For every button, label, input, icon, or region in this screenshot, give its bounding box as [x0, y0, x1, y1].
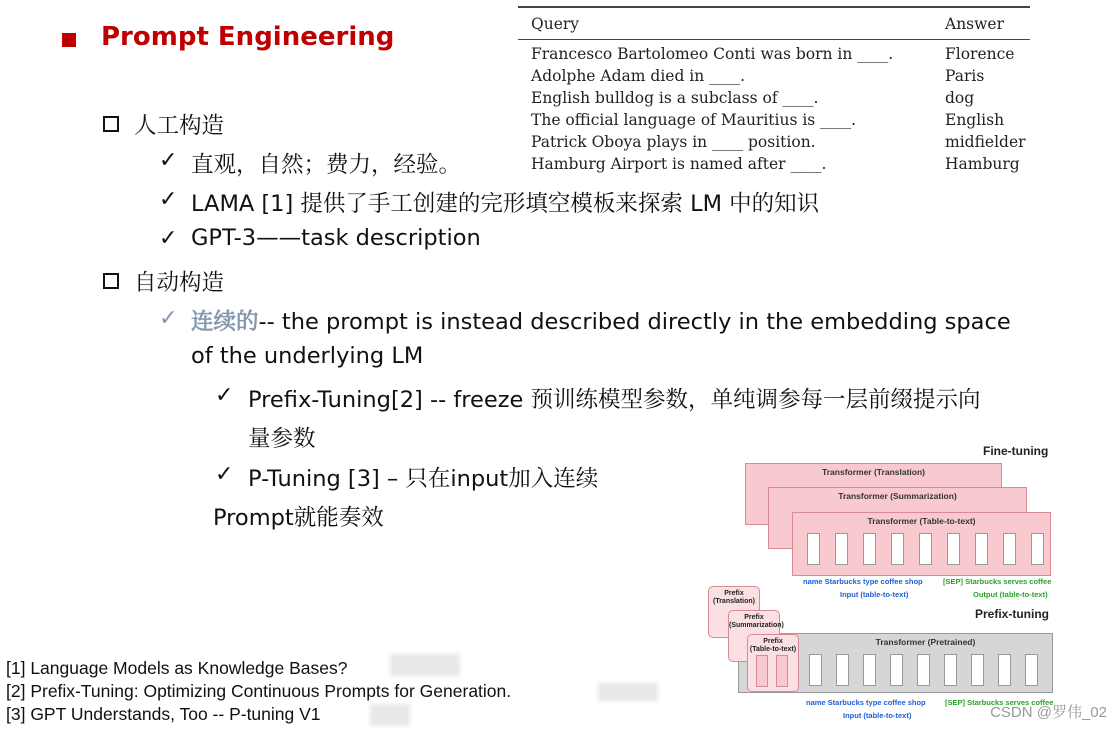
- check-icon: ✓: [159, 148, 178, 173]
- token-cell: [863, 533, 876, 565]
- transformer-table-to-text: [792, 512, 1051, 576]
- token-cell: [944, 654, 957, 686]
- table-row: [518, 89, 1030, 111]
- prefixtuning-label: Prefix-tuning: [975, 607, 1049, 621]
- answer-cell: Florence: [945, 45, 1015, 63]
- table-row: [518, 67, 1030, 89]
- continuous-keyword: 连续的: [191, 309, 259, 335]
- prefix-tuning-line-1: Prefix-Tuning[2] -- freeze 预训练模型参数，单纯调参每一层前缀提示向: [248, 387, 981, 413]
- p-tuning-line-2: Prompt就能奏效: [213, 505, 384, 531]
- prefix-tuning-diagram: [700, 440, 1115, 730]
- input-tokens-2: name Starbucks type coffee shop: [806, 698, 926, 707]
- watermark: CSDN @罗伟_02: [990, 704, 1107, 721]
- answer-cell: English: [945, 111, 1005, 129]
- answer-cell: Paris: [945, 67, 985, 85]
- query-cell: Patrick Oboya plays in ____ position.: [531, 133, 816, 151]
- manual-item-1: 直观，自然；费力，经验。: [191, 152, 462, 178]
- token-cell: [1003, 533, 1016, 565]
- token-cell: [891, 533, 904, 565]
- reference-3: [3] GPT Understands, Too -- P-tuning V1: [6, 704, 321, 724]
- manual-item-3: GPT-3——task description: [191, 225, 481, 251]
- table-row: [518, 133, 1030, 155]
- redaction-blur: [370, 704, 410, 726]
- p-tuning-line-1: P-Tuning [3] – 只在input加入连续: [248, 466, 599, 492]
- header-answer: Answer: [945, 15, 1004, 33]
- output-tokens-2: [SEP] Starbucks serves coffee: [945, 698, 1054, 707]
- token-cell: [919, 533, 932, 565]
- prefix-title: Prefix (Table-to-text): [749, 638, 797, 653]
- token-cell: [809, 654, 822, 686]
- prefix-cell: [776, 655, 788, 687]
- answer-cell: Hamburg: [945, 155, 1020, 173]
- output-label: Output (table-to-text): [973, 590, 1048, 599]
- check-icon: ✓: [215, 462, 234, 487]
- table-top-rule: [518, 6, 1030, 8]
- token-cell: [947, 533, 960, 565]
- token-cell: [1031, 533, 1044, 565]
- input-label: Input (table-to-text): [840, 590, 909, 599]
- table-row: [518, 111, 1030, 133]
- prefix-table-to-text: [747, 634, 799, 692]
- prefix-tuning-line-2: 量参数: [248, 426, 316, 452]
- manual-item-2: LAMA [1] 提供了手工创建的完形填空模板来探索 LM 中的知识: [191, 191, 820, 217]
- check-icon: ✓: [159, 226, 178, 251]
- token-cell: [807, 533, 820, 565]
- continuous-text: -- the prompt is instead described directly in the embedding space: [258, 309, 1011, 335]
- output-tokens: [SEP] Starbucks serves coffee: [943, 577, 1052, 586]
- token-cell: [975, 533, 988, 565]
- finetuning-label: Fine-tuning: [983, 444, 1049, 458]
- square-bullet-icon: [103, 273, 119, 289]
- transformer-name: Transformer (Summarization): [838, 491, 957, 501]
- header-query: Query: [531, 15, 580, 33]
- table-row: [518, 45, 1030, 67]
- query-answer-table: [518, 6, 1030, 186]
- prefix-title: Prefix (Translation): [712, 590, 755, 605]
- continuous-line-2: of the underlying LM: [191, 343, 424, 369]
- check-icon: ✓: [159, 306, 178, 331]
- auto-heading: 自动构造: [134, 270, 225, 296]
- page-title: Prompt Engineering: [101, 22, 395, 52]
- redaction-blur: [390, 654, 460, 676]
- token-cell: [835, 533, 848, 565]
- prefix-title: Prefix (Summarization): [729, 614, 784, 629]
- transformer-name: Transformer (Translation): [822, 467, 925, 477]
- query-cell: Hamburg Airport is named after ____.: [531, 155, 827, 173]
- token-cell: [1025, 654, 1038, 686]
- query-cell: Adolphe Adam died in ____.: [531, 67, 746, 85]
- title-bullet: [62, 33, 76, 47]
- reference-2: [2] Prefix-Tuning: Optimizing Continuous Prompts for Generation.: [6, 681, 512, 701]
- input-tokens: name Starbucks type coffee shop: [803, 577, 923, 586]
- transformer-name: Transformer (Table-to-text): [867, 516, 976, 526]
- square-bullet-icon: [103, 116, 119, 132]
- input-label-2: Input (table-to-text): [843, 711, 912, 720]
- continuous-line-1: [191, 304, 1011, 336]
- reference-1: [1] Language Models as Knowledge Bases?: [6, 658, 348, 678]
- check-icon: ✓: [159, 187, 178, 212]
- token-cell: [998, 654, 1011, 686]
- table-header-rule: [518, 39, 1030, 40]
- token-cell: [863, 654, 876, 686]
- transformer-name: Transformer (Pretrained): [875, 637, 976, 647]
- query-cell: English bulldog is a subclass of ____.: [531, 89, 819, 107]
- query-cell: Francesco Bartolomeo Conti was born in ____.: [531, 45, 894, 63]
- answer-cell: dog: [945, 89, 975, 107]
- check-icon: ✓: [215, 383, 234, 408]
- redaction-blur: [598, 683, 658, 701]
- token-cell: [836, 654, 849, 686]
- manual-heading: 人工构造: [134, 113, 225, 139]
- query-cell: The official language of Mauritius is ____.: [531, 111, 857, 129]
- token-cell: [917, 654, 930, 686]
- answer-cell: midfielder: [945, 133, 1026, 151]
- token-cell: [890, 654, 903, 686]
- table-row: [518, 155, 1030, 177]
- token-cell: [971, 654, 984, 686]
- prefix-cell: [756, 655, 768, 687]
